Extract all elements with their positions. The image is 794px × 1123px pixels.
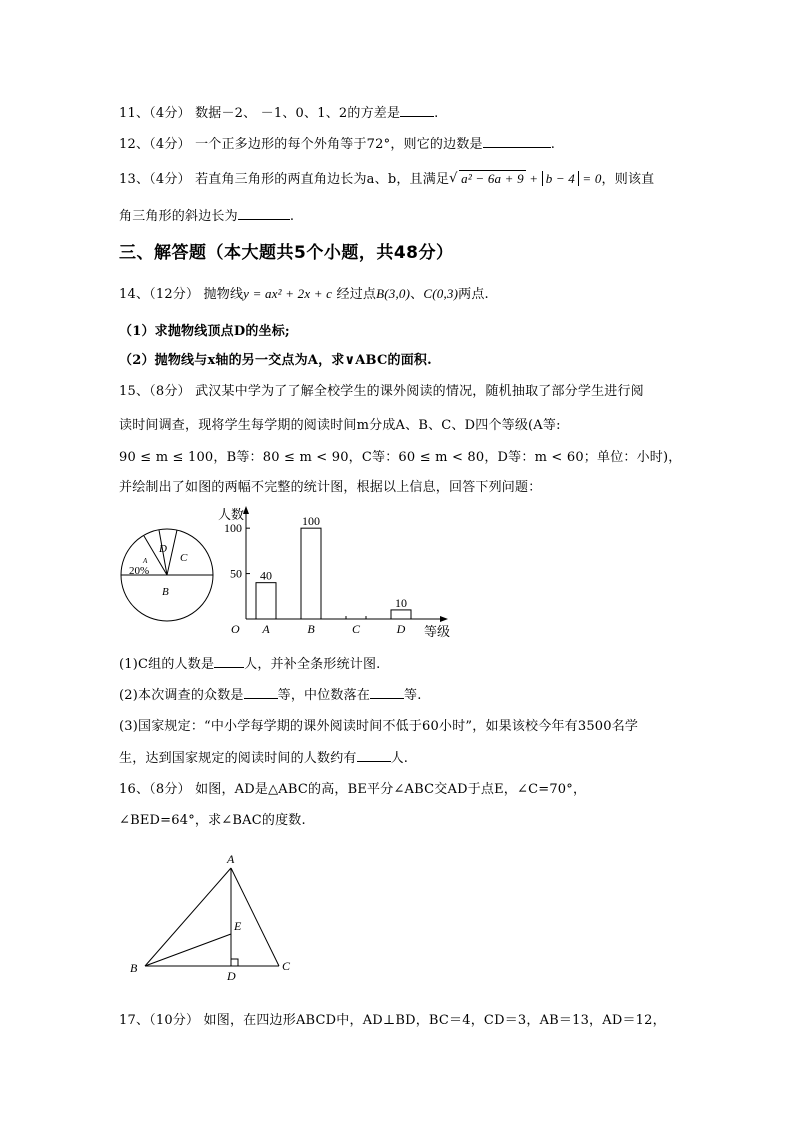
q13-answer-blank — [238, 207, 290, 220]
q15-sub2-blank-1 — [244, 686, 278, 699]
point-e-label: E — [234, 919, 242, 933]
segment-ac — [231, 868, 279, 966]
q16-number: 16、 — [119, 782, 150, 797]
pie-chart — [117, 525, 217, 625]
q11-number: 11、 — [119, 106, 150, 121]
bar-origin-label: O — [231, 622, 240, 636]
vertex-c-label: C — [282, 959, 291, 973]
y-tick-label-50: 50 — [230, 566, 242, 581]
q14-number: 14、 — [119, 287, 150, 302]
q13-number: 13、 — [119, 172, 150, 187]
x-tick-label-D: D — [396, 622, 406, 636]
data-label-A: 40 — [260, 568, 272, 583]
q15-line2: 读时间调查，现将学生每学期的阅读时间m分成A、B、C、D四个等级(A等: — [119, 418, 561, 433]
pie-label-percent: 20% — [129, 565, 150, 577]
question-15: 15、（8分） 武汉某中学为了了解全校学生的课外阅读的情况，随机抽取了部分学生进行阅 — [119, 384, 644, 399]
bar-D — [391, 610, 411, 619]
q12-text: 一个正多边形的每个外角等于72°，则它的边数是 — [195, 137, 483, 152]
pie-label-a: A — [143, 557, 148, 565]
bar-y-label: 人数 — [218, 507, 245, 522]
bar-x-label: 等级 — [424, 624, 451, 639]
q14-formula: y = ax² + 2x + c — [243, 286, 333, 301]
q11-answer-blank — [400, 104, 434, 117]
pie-label-d: D — [159, 543, 167, 555]
q15-sub3: (3)国家规定：“中小学每学期的课外阅读时间不低于60小时”，如果该校今年有3500名学 — [119, 719, 639, 734]
data-label-B: 100 — [302, 514, 320, 529]
bar-x-arrow — [440, 616, 448, 622]
q15-sub2-blank-2 — [370, 686, 404, 699]
q13-text-a: 若直角三角形的两直角边长为a、b，且满足 — [195, 172, 450, 187]
question-13: 13、（4分） 若直角三角形的两直角边长为a、b，且满足 √ a² − 6a + 9 + b − 4 = 0，则该直 — [119, 171, 655, 187]
q15-sub1: (1)C组的人数是 人，并补全条形统计图. — [119, 657, 381, 672]
segment-be — [145, 934, 231, 966]
q15-sub2: (2)本次调查的众数是 等，中位数落在 等. — [119, 688, 422, 703]
question-11: 11、（4分） 数据－2、 －1、0、1、2的方差是 . — [119, 106, 439, 121]
q14-sub1: （1）求抛物线顶点D的坐标; — [119, 324, 290, 339]
q12-number: 12、 — [119, 137, 150, 152]
q16-line2: ∠BED=64°，求∠BAC的度数. — [119, 813, 306, 828]
q13-abs: b − 4 — [542, 171, 579, 186]
q12-score: （4分） — [149, 137, 191, 152]
question-12: 12、（4分） 一个正多边形的每个外角等于72°，则它的边数是 . — [119, 137, 556, 152]
q11-text: 数据－2、 －1、0、1、2的方差是 — [195, 106, 401, 121]
bar-B — [301, 528, 321, 619]
q17-score: （10分） — [149, 1013, 200, 1028]
q15-sub3-line2: 生，达到国家规定的阅读时间的人数约有 人. — [119, 751, 409, 766]
q15-sub3-blank — [357, 749, 391, 762]
q12-answer-blank — [483, 135, 551, 148]
segment-ab — [145, 868, 231, 966]
q16-score: （8分） — [149, 782, 191, 797]
vertex-a-label: A — [227, 852, 235, 866]
data-label-D: 10 — [395, 595, 407, 610]
question-13-line2: 角三角形的斜边长为 . — [119, 209, 295, 224]
question-14: 14、（12分） 抛物线y = ax² + 2x + c 经过点B(3,0)、C(0,3)两点. — [119, 286, 489, 302]
x-tick-label-B: B — [307, 622, 315, 636]
q15-line4: 并绘制出了如图的两幅不完整的统计图，根据以上信息，回答下列问题： — [119, 480, 542, 495]
q17-number: 17、 — [119, 1013, 150, 1028]
bar-A — [256, 583, 276, 619]
bar-chart — [218, 502, 462, 642]
right-angle-mark — [231, 959, 238, 966]
section-3-heading: 三、解答题（本大题共5个小题，共48分） — [119, 243, 454, 263]
x-tick-label-A: A — [262, 622, 270, 636]
q13-sqrt: √ a² − 6a + 9 — [449, 171, 524, 186]
y-tick-label-100: 100 — [224, 521, 242, 536]
pie-label-b: B — [162, 586, 169, 598]
question-17: 17、（10分） 如图，在四边形ABCD中，AD⊥BD，BC＝4，CD＝3，AB＝13，AD＝12， — [119, 1013, 666, 1028]
q15-line3: 90 ≤ m ≤ 100，B等：80 ≤ m < 90，C等：60 ≤ m < 80，D等：m < 60；单位：小时)， — [119, 450, 682, 465]
q14-score: （12分） — [149, 287, 200, 302]
pie-divider-2 — [167, 530, 177, 575]
question-16: 16、（8分） 如图，AD是△ABC的高，BE平分∠ABC交AD于点E，∠C=70°， — [119, 782, 587, 797]
x-tick-label-C: C — [351, 622, 361, 636]
vertex-b-label: B — [130, 961, 138, 975]
triangle-figure — [120, 848, 300, 982]
q15-sub1-blank — [214, 655, 244, 668]
q15-number: 15、 — [119, 384, 150, 399]
q11-score: （4分） — [149, 106, 191, 121]
q15-score: （8分） — [149, 384, 191, 399]
q13-score: （4分） — [149, 172, 191, 187]
vertex-d-label: D — [227, 969, 236, 983]
q14-sub2: （2）抛物线与x轴的另一交点为A，求∨ABC的面积. — [119, 353, 432, 368]
pie-label-c: C — [180, 552, 188, 564]
bar-series — [256, 514, 411, 636]
